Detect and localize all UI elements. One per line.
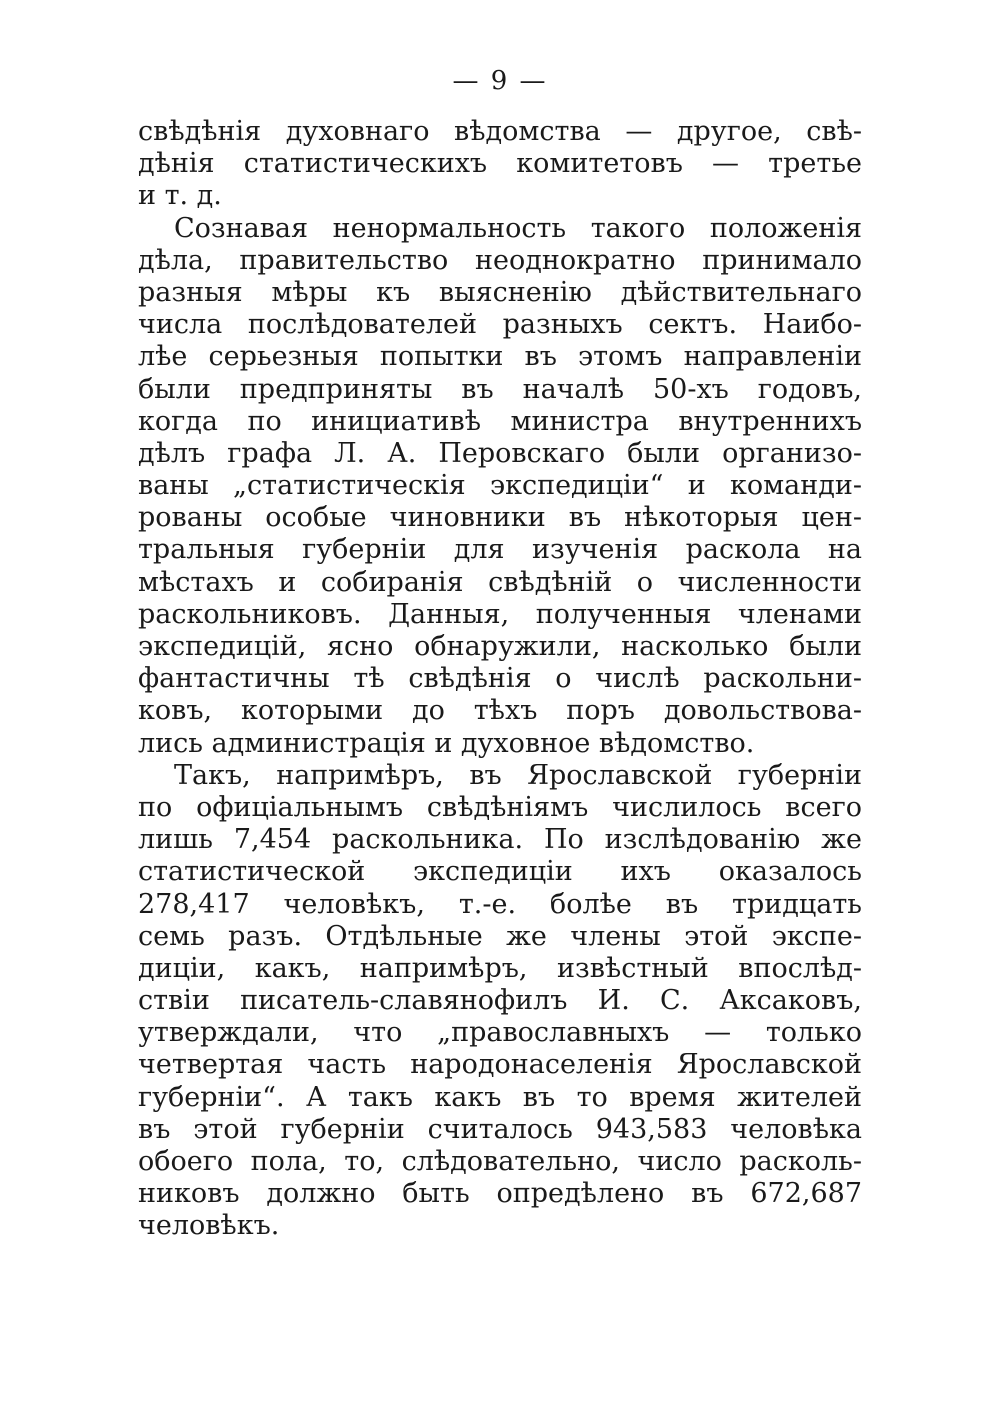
- body-text: [138, 116, 862, 1243]
- text-line: фантастичны тѣ свѣдѣнія о числѣ раскольни-: [138, 663, 862, 695]
- text-line: дѣла, правительство неоднократно принимало: [138, 244, 862, 276]
- text-line: 278,417 человѣкъ, т.-е. болѣе въ тридцать: [138, 888, 862, 920]
- text-line: ствіи писатель-славянофилъ И. С. Аксаковъ,: [138, 985, 862, 1017]
- text-line: экспедицій, ясно обнаружили, насколько были: [138, 631, 862, 662]
- text-line: въ этой губерніи считалось 943,583 человѣка: [138, 1113, 862, 1145]
- text-line: статистической экспедиціи ихъ оказалось: [138, 856, 862, 888]
- text-line: человѣкъ.: [138, 1210, 280, 1242]
- text-line: диціи, какъ, напримѣръ, извѣстный впослѣд-: [138, 952, 862, 984]
- text-line: рованы особые чиновники въ нѣкоторыя цен-: [138, 502, 862, 534]
- text-line: лѣе серьезныя попытки въ этомъ направленіи: [138, 341, 862, 373]
- text-line: ковъ, которыми до тѣхъ поръ довольствова-: [138, 695, 862, 727]
- text-line: и т. д.: [138, 180, 222, 212]
- page-number: — 9 —: [452, 66, 548, 96]
- text-line: тральныя губерніи для изученія раскола на: [138, 534, 862, 566]
- text-line: числа послѣдователей разныхъ сектъ. Наибо-: [138, 309, 862, 341]
- text-line: ваны „статистическія экспедиціи“ и команди-: [138, 470, 862, 502]
- text-line: дѣлъ графа Л. А. Перовскаго были организо-: [138, 437, 862, 469]
- text-line: губерніи“. А такъ какъ въ то время жителей: [138, 1081, 862, 1113]
- text-line: лишь 7,454 раскольника. По изслѣдованію же: [138, 824, 862, 856]
- text-line: разныя мѣры къ выясненію дѣйствительнаго: [138, 276, 862, 308]
- text-line: обоего пола, то, слѣдовательно, число расколь-: [138, 1146, 862, 1177]
- text-line: никовъ должно быть опредѣлено въ 672,687: [138, 1178, 862, 1210]
- text-line: семь разъ. Отдѣльные же члены этой экспе-: [138, 920, 862, 952]
- text-line: свѣдѣнія духовнаго вѣдомства — другое, свѣ-: [138, 116, 862, 147]
- text-line: дѣнія статистическихъ комитетовъ — третье: [138, 148, 862, 180]
- text-line: по офиціальнымъ свѣдѣніямъ числилось всего: [138, 791, 862, 823]
- text-line: раскольниковъ. Данныя, полученныя членами: [138, 598, 862, 630]
- text-line: Сознавая ненормальность такого положенія: [174, 212, 862, 244]
- text-line: утверждали, что „православныхъ — только: [138, 1017, 862, 1049]
- text-line: когда по инициативѣ министра внутреннихъ: [138, 405, 862, 437]
- text-line: лись администрація и духовное вѣдомство.: [138, 727, 755, 759]
- text-line: четвертая часть народонаселенія Ярославской: [138, 1049, 862, 1081]
- text-line: мѣстахъ и собиранія свѣдѣній о численности: [138, 566, 862, 598]
- text-line: Такъ, напримѣръ, въ Ярославской губерніи: [174, 759, 862, 791]
- text-line: были предприняты въ началѣ 50-хъ годовъ,: [138, 373, 862, 405]
